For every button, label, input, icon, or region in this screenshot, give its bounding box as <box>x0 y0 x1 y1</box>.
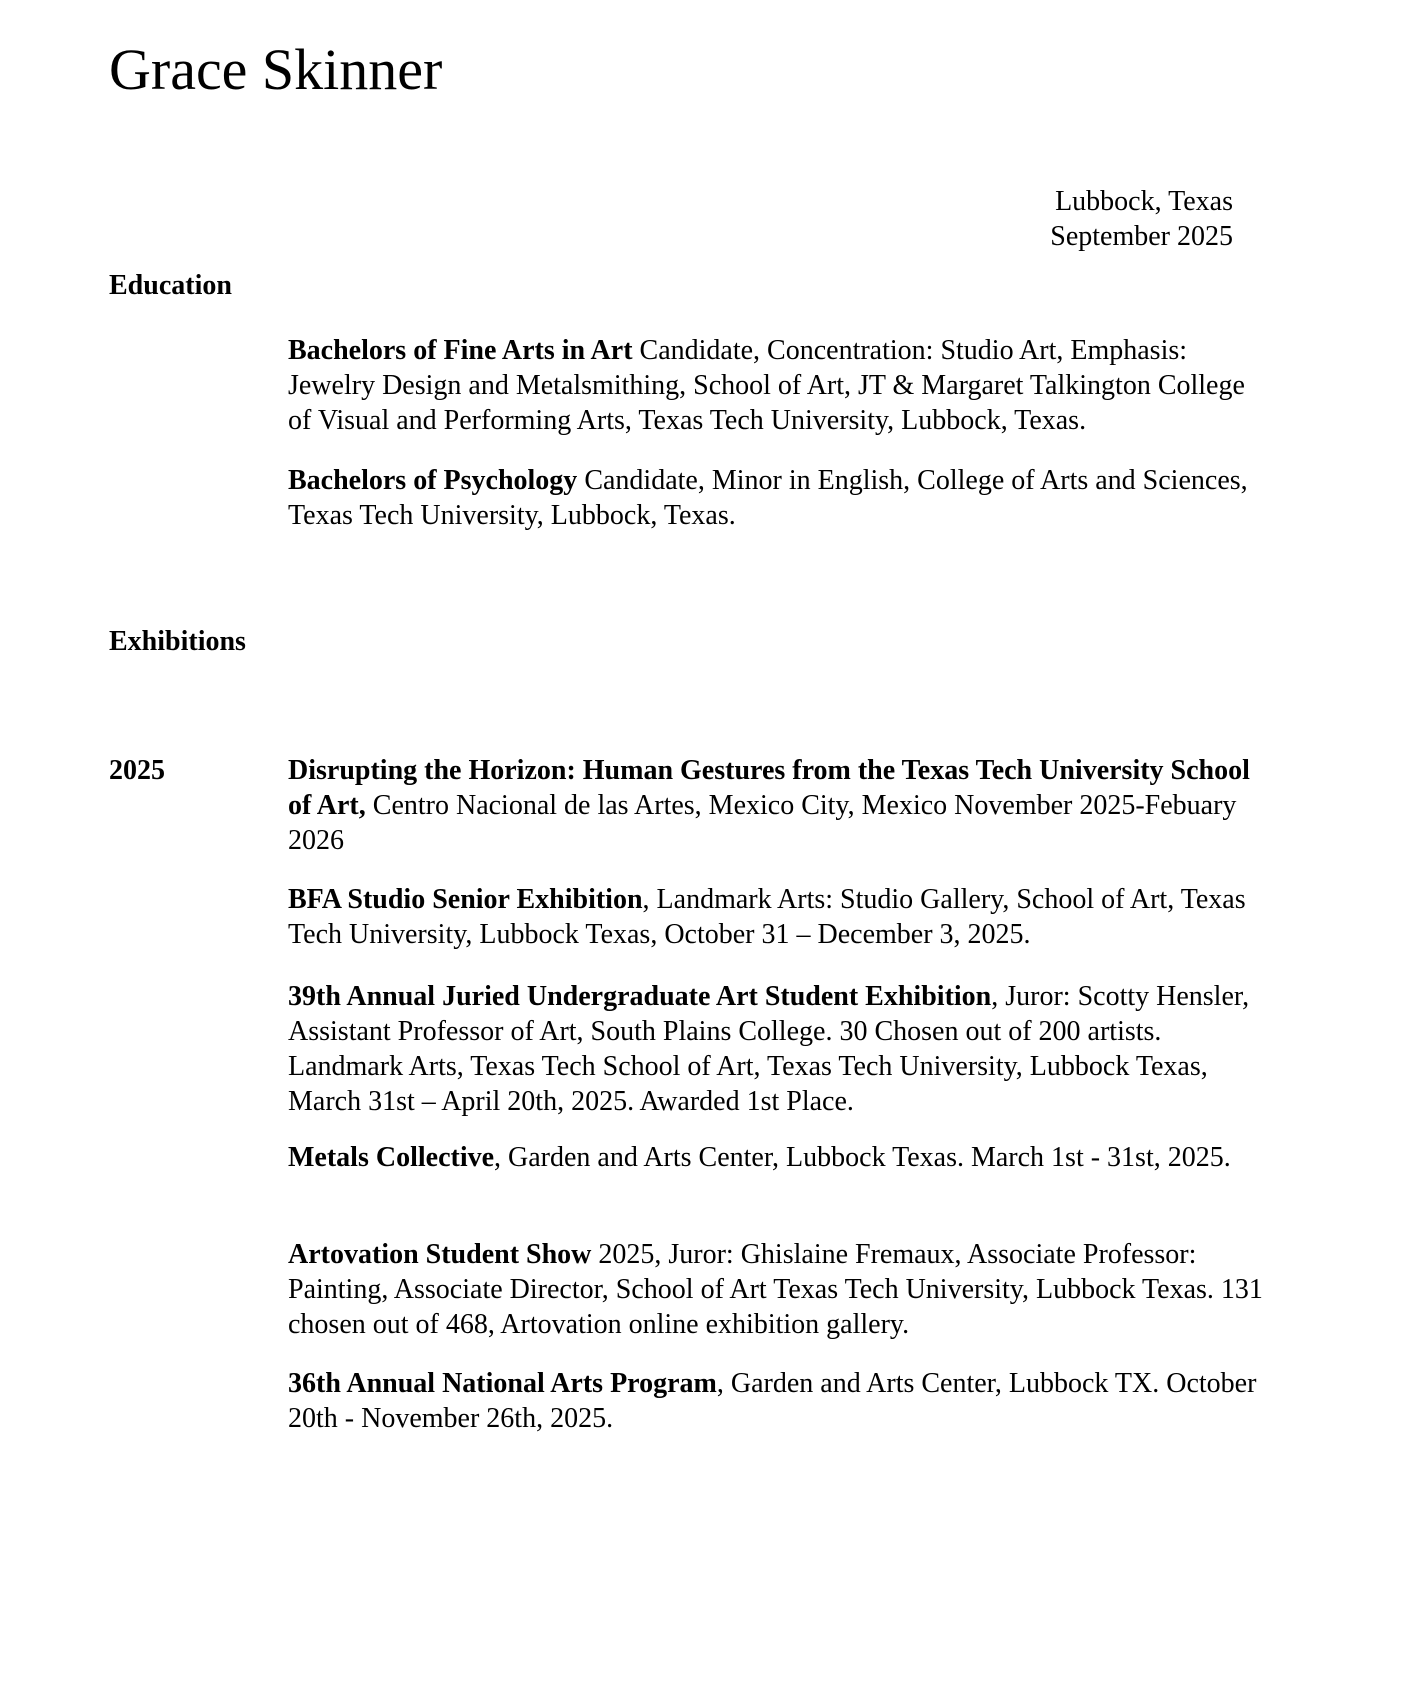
exhibition-entry <box>288 753 1268 858</box>
exhibition-entry <box>288 1366 1268 1436</box>
exhibition-entry <box>288 1140 1268 1175</box>
exhibitions-heading: Exhibitions <box>109 626 246 657</box>
education-entry <box>288 333 1268 438</box>
cv-name: Grace Skinner <box>109 37 443 102</box>
education-entry-title: Bachelors of Psychology <box>288 465 578 496</box>
education-entry-text: Candidate, Minor in English, College of Arts and Sciences, Texas Tech University, Lubbock, Texas. <box>288 465 1248 531</box>
education-entry-title: Bachelors of Fine Arts in Art <box>288 335 633 366</box>
exhibition-entry-text: , Juror: Scotty Hensler, Assistant Professor of Art, South Plains College. 30 Chosen out of 200 artists. Landmark Arts, Texas Tech School of Art, Texas Tech University, Lubbock Texas, March 31st – April 20th, 2025. Awarded 1st Place. <box>288 981 1250 1117</box>
exhibition-entry-title: Metals Collective <box>288 1142 495 1173</box>
exhibition-entry-title: 39th Annual Juried Undergraduate Art Student Exhibition <box>288 981 992 1012</box>
education-entry-text: Candidate, Concentration: Studio Art, Emphasis: Jewelry Design and Metalsmithing, School of Art, JT & Margaret Talkington College of Visual and Performing Arts, Texas Tech University, Lubbock, Texas. <box>288 335 1245 436</box>
education-entry <box>288 463 1268 533</box>
exhibition-entry <box>288 882 1268 952</box>
exhibition-entry-title: Artovation Student Show <box>288 1239 592 1270</box>
exhibition-year: 2025 <box>109 755 165 786</box>
exhibition-entry-title: Disrupting the Horizon: Human Gestures from the Texas Tech University School of Art, <box>288 755 1250 821</box>
exhibition-entry <box>288 979 1268 1119</box>
exhibition-entry-text: , Landmark Arts: Studio Gallery, School of Art, Texas Tech University, Lubbock Texas, October 31 – December 3, 2025. <box>288 884 1246 950</box>
location-date-block <box>1050 184 1233 254</box>
date: September 2025 <box>1050 221 1233 252</box>
exhibition-entry-text: , Garden and Arts Center, Lubbock Texas. March 1st - 31st, 2025. <box>494 1142 1231 1173</box>
exhibition-entry-text: Centro Nacional de las Artes, Mexico City, Mexico November 2025-Febuary 2026 <box>288 790 1237 856</box>
location: Lubbock, Texas <box>1055 186 1233 217</box>
exhibition-entry-text: , Garden and Arts Center, Lubbock TX. October 20th - November 26th, 2025. <box>288 1368 1257 1434</box>
exhibition-entry-title: BFA Studio Senior Exhibition <box>288 884 643 915</box>
exhibition-entry <box>288 1237 1268 1342</box>
exhibition-entry-text: 2025, Juror: Ghislaine Fremaux, Associate Professor: Painting, Associate Director, School of Art Texas Tech University, Lubbock Texas. 131 chosen out of 468, Artovation online exhibition gallery. <box>288 1239 1263 1340</box>
education-heading: Education <box>109 270 232 301</box>
exhibition-entry-title: 36th Annual National Arts Program <box>288 1368 717 1399</box>
